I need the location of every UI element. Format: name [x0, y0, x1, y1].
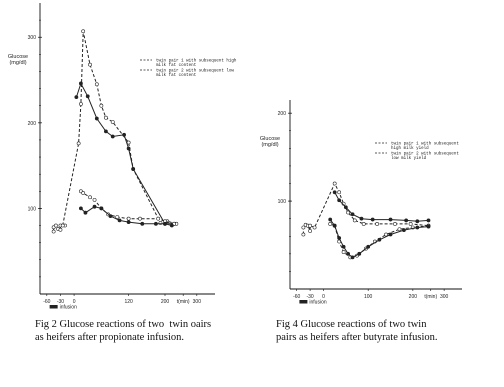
- caption-fig4: Fig 4 Glucose reactions of two twin pairs as heifers after butyrate infusion.: [276, 319, 438, 343]
- x-tick-label: -30: [56, 299, 65, 305]
- caption-fig2: Fig 2 Glucose reactions of two twin oairs as heifers after propionate infusion.: [35, 319, 212, 343]
- x-tick-label: 200: [160, 299, 170, 305]
- data-point: [104, 116, 107, 119]
- data-point: [77, 142, 80, 145]
- data-point: [75, 96, 78, 99]
- data-point: [338, 199, 341, 202]
- series-line-1: [76, 84, 174, 224]
- y-tick-label: 200: [27, 120, 36, 127]
- data-point: [170, 224, 173, 227]
- data-point: [93, 198, 96, 201]
- data-point: [358, 252, 361, 255]
- infusion-label: infusion: [309, 299, 327, 306]
- data-point: [86, 95, 89, 98]
- data-point: [338, 236, 341, 239]
- data-point: [82, 191, 85, 194]
- data-point: [154, 222, 157, 225]
- data-point: [344, 206, 347, 209]
- data-point: [371, 218, 374, 221]
- data-point: [367, 245, 370, 248]
- chart-fig2: [8, 3, 237, 311]
- x-tick-label: 300: [192, 299, 201, 305]
- data-point: [52, 230, 55, 233]
- data-point: [141, 222, 144, 225]
- data-point: [338, 191, 341, 194]
- data-point: [427, 219, 430, 222]
- x-tick-label: 100: [364, 294, 373, 300]
- x-tick-label: 0: [322, 294, 325, 300]
- infusion-label: infusion: [59, 304, 77, 311]
- data-point: [409, 222, 412, 225]
- x-tick-label: 120: [124, 299, 133, 305]
- data-point: [346, 252, 349, 255]
- x-tick-label: t(min): [424, 294, 438, 300]
- y-axis-unit: (mg/dl): [261, 142, 279, 148]
- data-point: [132, 167, 135, 170]
- legend-label-cont: milk fat content: [156, 74, 197, 78]
- data-point: [333, 191, 336, 194]
- data-point: [342, 250, 345, 253]
- data-point: [329, 218, 332, 221]
- legend-label: twin pair 2 with subsequent: [391, 152, 459, 157]
- data-point: [82, 30, 85, 33]
- legend-label-cont: milk fat content: [156, 64, 197, 68]
- data-point: [157, 217, 160, 220]
- data-point: [393, 222, 396, 225]
- data-point: [100, 104, 103, 107]
- legend-label: twin pair 1 with subsequent high: [156, 59, 237, 64]
- x-tick-label: 300: [439, 294, 449, 300]
- x-tick-label: 0: [72, 299, 76, 305]
- data-point: [416, 220, 419, 223]
- data-point: [389, 218, 392, 221]
- data-point: [116, 215, 119, 218]
- data-point: [79, 82, 82, 85]
- data-point: [79, 102, 82, 105]
- data-point: [329, 222, 332, 225]
- data-point: [88, 196, 91, 199]
- x-tick-label: -60: [293, 294, 301, 300]
- data-point: [353, 219, 356, 222]
- data-point: [95, 117, 98, 120]
- data-point: [138, 217, 141, 220]
- y-tick-label: 200: [277, 111, 286, 118]
- data-point: [302, 233, 305, 236]
- legend-label: twin pair 1 with subsequent: [391, 142, 459, 147]
- data-point: [122, 133, 125, 136]
- data-point: [61, 224, 64, 227]
- data-point: [378, 238, 381, 241]
- data-point: [362, 222, 365, 225]
- x-tick-label: -60: [43, 299, 51, 305]
- infusion-bar: [299, 300, 307, 304]
- x-tick-label: t(min): [176, 299, 190, 305]
- data-point: [376, 222, 379, 225]
- chart-fig4: [260, 100, 462, 306]
- data-point: [93, 205, 96, 208]
- data-point: [351, 213, 354, 216]
- data-point: [351, 256, 354, 259]
- data-point: [333, 224, 336, 227]
- data-point: [342, 245, 345, 248]
- legend-label-cont: low milk yield: [391, 157, 427, 161]
- data-point: [127, 217, 130, 220]
- data-point: [100, 207, 103, 210]
- series-line-1: [335, 192, 429, 221]
- data-point: [402, 229, 405, 232]
- data-point: [111, 120, 114, 123]
- data-point: [389, 233, 392, 236]
- y-axis-label: Glucose: [259, 136, 281, 142]
- series-line-0: [303, 184, 428, 235]
- legend-label-cont: high milk yield: [391, 147, 429, 151]
- data-point: [59, 228, 62, 231]
- y-axis-label: Glucose: [7, 54, 29, 60]
- y-tick-label: 100: [27, 206, 36, 213]
- data-point: [127, 147, 130, 150]
- data-point: [127, 221, 130, 224]
- data-point: [360, 217, 363, 220]
- data-point: [309, 224, 312, 227]
- data-point: [313, 226, 316, 229]
- data-point: [111, 135, 114, 138]
- data-point: [84, 211, 87, 214]
- data-point: [416, 226, 419, 229]
- data-point: [88, 63, 91, 66]
- y-axis-unit: (mg/dl): [9, 60, 27, 66]
- legend-label: twin pair 2 with subsequent low: [156, 69, 234, 74]
- y-tick-label: 100: [277, 199, 286, 206]
- infusion-bar: [50, 305, 58, 309]
- data-point: [405, 219, 408, 222]
- data-point: [398, 228, 401, 231]
- data-point: [79, 207, 82, 210]
- data-point: [118, 219, 121, 222]
- x-tick-label: 200: [408, 294, 418, 300]
- y-tick-label: 300: [27, 35, 36, 42]
- data-point: [104, 130, 107, 133]
- data-point: [163, 222, 166, 225]
- data-point: [54, 224, 57, 227]
- data-point: [309, 229, 312, 232]
- series-line-3: [81, 207, 172, 226]
- x-tick-label: -30: [306, 294, 314, 300]
- data-point: [109, 215, 112, 218]
- data-point: [333, 182, 336, 185]
- data-point: [427, 225, 430, 228]
- data-point: [95, 83, 98, 86]
